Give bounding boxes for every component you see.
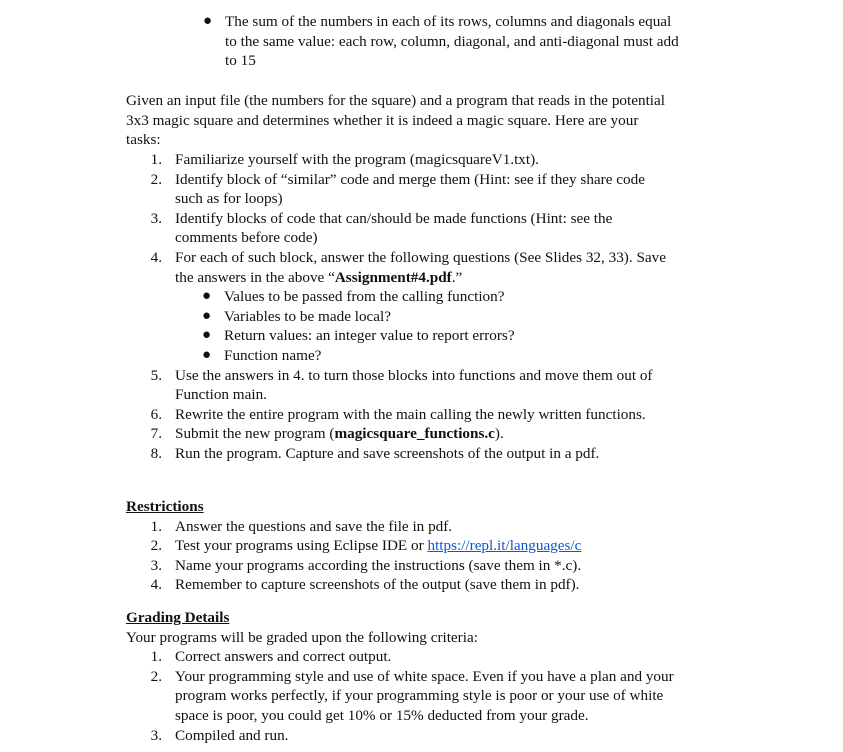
restrictions-list bbox=[126, 517, 826, 595]
list-item-text bbox=[175, 424, 826, 444]
bullet-icon: ● bbox=[202, 346, 212, 363]
list-item bbox=[126, 726, 826, 746]
list-item bbox=[126, 536, 826, 556]
bullet-icon: ● bbox=[202, 327, 212, 344]
list-number: 2. bbox=[150, 537, 162, 555]
list-number: 1. bbox=[150, 648, 162, 666]
list-number: 4. bbox=[150, 576, 162, 594]
subtask-item bbox=[202, 287, 826, 307]
list-item-text: Correct answers and correct output. bbox=[175, 648, 392, 666]
list-number: 7. bbox=[150, 425, 162, 443]
section-heading: Grading Details bbox=[126, 609, 230, 626]
list-number: 6. bbox=[150, 405, 162, 423]
list-item bbox=[126, 170, 826, 209]
intro-line: tasks: bbox=[126, 131, 161, 149]
list-item-text: Run the program. Capture and save screenshots of the output in a pdf. bbox=[175, 444, 600, 462]
task-list bbox=[126, 150, 826, 464]
list-item-text: Compiled and run. bbox=[175, 726, 289, 744]
intro-paragraph bbox=[126, 91, 665, 150]
list-number: 2. bbox=[150, 170, 162, 188]
inline-bold-filename: magicsquare_functions.c bbox=[334, 425, 495, 443]
list-item-text bbox=[175, 268, 826, 288]
list-item-text: Rewrite the entire program with the main calling the newly written functions. bbox=[175, 405, 646, 423]
list-item bbox=[126, 209, 826, 248]
list-item-text: Name your programs according the instructions (save them in *.c). bbox=[175, 556, 582, 574]
inline-bold-filename: Assignment#4.pdf bbox=[334, 268, 452, 286]
list-item-text: Identify block of “similar” code and merge them (Hint: see if they share code bbox=[175, 170, 645, 188]
section-heading: Restrictions bbox=[126, 498, 204, 515]
intro-line: Given an input file (the numbers for the square) and a program that reads in the potential bbox=[126, 92, 665, 109]
list-item-text: program works perfectly, if your programming style is poor or your use of white bbox=[175, 687, 664, 705]
bullet-icon: ● bbox=[203, 13, 213, 29]
top-bullet-line: to the same value: each row, column, diagonal, and anti-diagonal must add bbox=[225, 32, 679, 50]
restrictions-section bbox=[126, 497, 826, 595]
list-item bbox=[126, 405, 826, 425]
list-item-text: Answer the questions and save the file in pdf. bbox=[175, 517, 453, 535]
subtask-text: Values to be passed from the calling function? bbox=[224, 288, 505, 306]
list-item bbox=[126, 150, 826, 170]
list-number: 3. bbox=[150, 209, 162, 227]
list-item bbox=[126, 556, 826, 576]
list-item-text: space is poor, you could get 10% or 15% deducted from your grade. bbox=[175, 706, 589, 724]
list-number: 1. bbox=[150, 151, 162, 168]
subtask-text: Return values: an integer value to report errors? bbox=[224, 327, 515, 345]
list-number: 4. bbox=[150, 248, 162, 266]
list-item-text: For each of such block, answer the following questions (See Slides 32, 33). Save bbox=[175, 248, 666, 266]
list-number: 8. bbox=[150, 444, 162, 462]
inline-text: Submit the new program ( bbox=[175, 425, 335, 443]
list-item-text: Function main. bbox=[175, 386, 267, 404]
list-item-text: Use the answers in 4. to turn those blocks into functions and move them out of bbox=[175, 366, 653, 384]
list-number: 3. bbox=[150, 726, 162, 744]
top-bullet-line: The sum of the numbers in each of its rows, columns and diagonals equal bbox=[225, 13, 672, 30]
list-item bbox=[126, 517, 826, 537]
list-item bbox=[126, 667, 826, 726]
list-number: 2. bbox=[150, 667, 162, 685]
subtask-item bbox=[202, 346, 826, 366]
inline-text: .” bbox=[451, 268, 463, 286]
list-number: 1. bbox=[150, 517, 162, 535]
top-bullet-line: to 15 bbox=[225, 52, 256, 70]
inline-text: the answers in the above “ bbox=[175, 268, 335, 286]
list-item bbox=[126, 647, 826, 667]
repl-link[interactable]: https://repl.it/languages/c bbox=[427, 537, 582, 555]
list-item-text: such as for loops) bbox=[175, 190, 283, 208]
subtask-text: Function name? bbox=[224, 346, 322, 364]
list-item bbox=[126, 366, 826, 405]
list-item-text: Your programming style and use of white space. Even if you have a plan and your bbox=[175, 667, 674, 685]
subtask-item bbox=[202, 307, 826, 327]
list-number: 3. bbox=[150, 556, 162, 574]
subtask-text: Variables to be made local? bbox=[224, 307, 391, 325]
list-item-text: Familiarize yourself with the program (magicsquareV1.txt). bbox=[175, 151, 539, 168]
grading-list bbox=[126, 647, 826, 745]
list-item bbox=[126, 444, 826, 464]
bullet-icon: ● bbox=[202, 288, 212, 305]
grading-section bbox=[126, 608, 826, 745]
list-item-text: comments before code) bbox=[175, 229, 318, 247]
intro-line: 3x3 magic square and determines whether it is indeed a magic square. Here are your bbox=[126, 111, 639, 129]
subtask-list bbox=[202, 287, 826, 365]
inline-text: ). bbox=[494, 425, 504, 443]
grading-intro: Your programs will be graded upon the following criteria: bbox=[126, 628, 478, 646]
list-item bbox=[126, 424, 826, 444]
inline-text: Test your programs using Eclipse IDE or bbox=[175, 537, 428, 555]
list-item-text: Remember to capture screenshots of the output (save them in pdf). bbox=[175, 576, 580, 594]
list-item bbox=[126, 248, 826, 366]
subtask-item bbox=[202, 326, 826, 346]
list-item-text: Identify blocks of code that can/should be made functions (Hint: see the bbox=[175, 209, 613, 227]
list-item bbox=[126, 575, 826, 595]
list-number: 5. bbox=[150, 366, 162, 384]
bullet-icon: ● bbox=[202, 307, 212, 324]
list-item-text bbox=[175, 536, 826, 556]
